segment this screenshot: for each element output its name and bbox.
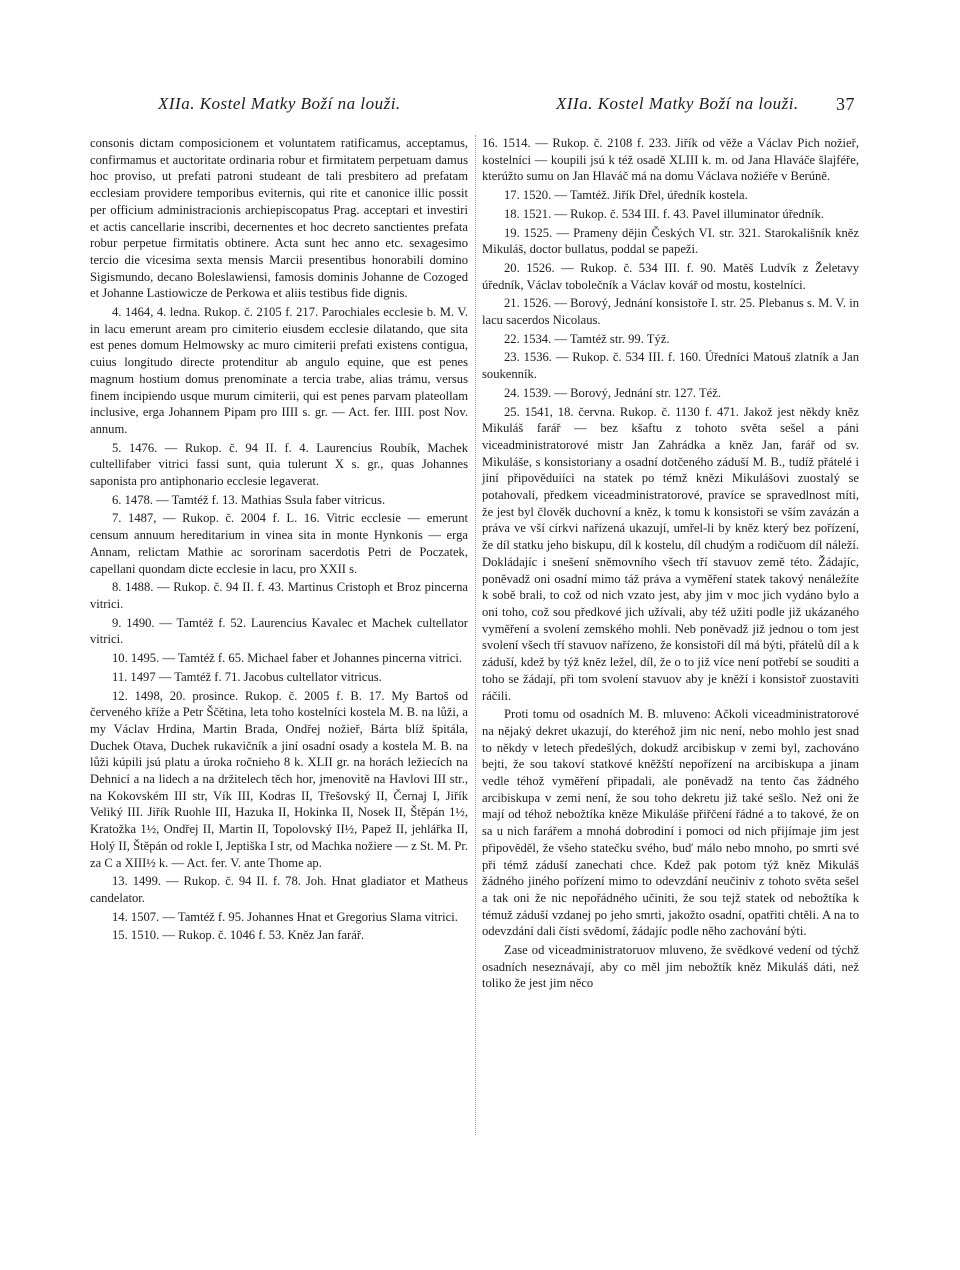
paragraph: 13. 1499. — Rukop. č. 94 II. f. 78. Joh. Hnat gladiator et Matheus candelator. <box>90 874 468 905</box>
paragraph: 22. 1534. — Tamtéž str. 99. Týž. <box>504 331 670 346</box>
paragraph: Zase od viceadministratoruov mluveno, že svědkové vedení od týchž osadních neseznávají, aby co měl jim nebožtík kněz Mikuláš dáti, než toliko že jest jim něco <box>482 943 859 991</box>
left-running-title: XIIa. Kostel Matky Boží na louži. <box>158 94 401 113</box>
paragraph: 5. 1476. — Rukop. č. 94 II. f. 4. Laurencius Roubík, Machek cultellifaber vitrici fassi sunt, quia tulerunt X s. gr., quas Johannes saponista pro antiphonario ecclesie legaverat. <box>90 440 468 489</box>
paragraph: 20. 1526. — Rukop. č. 534 III. f. 90. Matěš Ludvík z Želetavy úředník, Václav tobolečník a Václav kovář od mostu, kostelníci. <box>482 260 859 292</box>
paragraph: 12. 1498, 20. prosince. Rukop. č. 2005 f. B. 17. My Bartoš od červeného kříže a Petr Ščětina, leta toho kostelníci kostela M. B. na lůži, a my Václav Hrdina, Martin Brada, Ondřej nožieř, Bárta blíž špitála, Duchek Otava, Duchek rukavičník a jiní osadní osady a kostela M. B. na lůži kúpili jsú platu a úroka ročnieho 8 k. XLII gr. na horách ležiecích na Dehnicí a na lidech a na držitelech těch hor, jmenovitě na Havlovi III str., na Kokovském III str, Vík III, Kodras II, Třešovský II, Černaj I, Jiřík Veliký III. Jiřík Ruohle III, Hazuka II, Hokinka II, Nosek II, Štěpán 1½, Kratožka 1½, Ondřej II, Martin II, Topolovský II½, Papež II, jehlářka II, Holý II, Štěpán od rokle I, Jeptiška I str, od Machka nožiere — z St. M. Pr. za C a XIII½ k. — Act. fer. V. ante Thome ap. <box>90 688 468 870</box>
paragraph: 18. 1521. — Rukop. č. 534 III. f. 43. Pavel illuminator úředník. <box>504 206 825 221</box>
paragraph: 15. 1510. — Rukop. č. 1046 f. 53. Kněz Jan farář. <box>112 928 365 943</box>
paragraph: 7. 1487, — Rukop. č. 2004 f. L. 16. Vitric ecclesie — emerunt censum annuum hereditarium in vinea sita in monte Hynkonis — erga Annam, relictam Mathie ac sororinam sacerdotis Petri de Poczatek, capellani quondam dicte ecclesie in lacu, pro XXII s. <box>90 511 468 576</box>
right-column <box>482 135 859 992</box>
paragraph: 17. 1520. — Tamtéž. Jiřík Dřel, úředník kostela. <box>504 188 748 203</box>
paragraph: 11. 1497 — Tamtéž f. 71. Jacobus cultellator vitricus. <box>112 669 382 684</box>
paragraph: 25. 1541, 18. června. Rukop. č. 1130 f. 471. Jakož jest někdy kněz Mikuláš farář — bez kšaftu z tohoto světa sešel a páni viceadministratorové mistr Jan Zahrádka a kněz Jan, farář od sv. Mikuláše, s konsistoriany a osadní dotčeného záduší M. B., tudíž přátelé i jiní připověduiíci na statek po témž knězi Mikulášovi zuostalý se potahovali, předkem viceadministratorové, pravíce se spravedlnost míti, že jest byl člověk duchovní a kněz, k tomu k konsistoři se vším zavázán a práva ve vší církvi nařízená ukazují, umřel-li by kněz který bez pořízení, že díl statku jeho biskupu, díl k kostelu, díl chudým a rodičuom díl náleží. Dokládajíc i snešení sněmovního všech tří stavuov země této. Žádajíc, poněvadž oni osadní mimo táž práva a vyměření statek takový nenáležíte k sobě brali, to což od nich vzato jest, aby jim v moc jich vydáno bylo a oni toho, což sou předkové jich užívali, aby též užiti podle již ukázaného vyměření a svolení zemského mohli. Neb poněvadž již jednou o tom jest svolení všech tří stavuov nařízeno, že konsistoři díl má býti, přátelů díl a k záduší, kdež by týž kněz ležel, díl, že o to již více není potřebí se souditi a toho se žádají, při tom svolení stavuov aby je kněží i konsistoř zuostaviti ráčili. <box>482 404 859 703</box>
paragraph: 10. 1495. — Tamtéž f. 65. Michael faber et Johannes pincerna vitrici. <box>112 651 462 666</box>
paragraph: 9. 1490. — Tamtéž f. 52. Laurencius Kavalec et Machek cultellator vitrici. <box>90 615 468 647</box>
paragraph: 19. 1525. — Prameny dějin Českých VI. str. 321. Starokališník kněz Mikuláš, doctor bullatus, poddal se papeži. <box>482 225 859 257</box>
paragraph: consonis dictam composicionem et voluntatem ratificamus, acceptamus, confirmamus et auctoritate ordinaria robur et firmitatem perpetuam damus hoc proviso, ut prefati patroni studeant de tali presbitero ad prefatam ecclesiam providere temporibus eviternis, qui rite et canonice illic possit per officium administracionis archiepiscopatus Prag. acceptari et investiri et actis cancellarie inscribi, decernentes et hoc decreto sanctientes prefata robur perpetue firmitatis obtinere. Acta sunt hec anno etc. sexagesimo tercio die vicesima sexta mensis Marcii presentibus honorabili domino Sigismundo, decano Boleslawiensi, famosis dominis Johanne de Cozoged et Johanne Lastiowicze de Perkowa et aliis testibus fide dignis. <box>90 136 468 301</box>
paragraph: 16. 1514. — Rukop. č. 2108 f. 233. Jiřík od věže a Václav Pich nožieř, kostelníci — koupili jsú k též osadě XLIII k. m. od Jana Hlaváče šlajféře, kterúžto sumu on Jan Hlaváč má na domu Václava nožiéře v Berúně. <box>482 136 859 184</box>
page-number: 37 <box>836 94 855 114</box>
left-column <box>90 135 468 944</box>
paragraph: 23. 1536. — Rukop. č. 534 III. f. 160. Úředníci Matouš zlatník a Jan soukenník. <box>482 350 859 382</box>
paragraph: 4. 1464, 4. ledna. Rukop. č. 2105 f. 217. Parochiales ecclesie b. M. V. in lacu emerunt aream pro cimiterio eiusdem ecclesie dilatando, que sita est penes domum Helmowsky ac muro cimiterii prefati existens contigua, cuius longitudo directe protenditur ab angulo equine, que est penes magnum hostium domus prenominate a tercia trabe, alias trámu, versus finem incipiendo usque murum cimiterii, qui est penes parvam plateollam inclusive, erga Johannem Pipam pro IIII s. gr. — Act. fer. IIII. post Nov. annum. <box>90 305 468 436</box>
paragraph: 6. 1478. — Tamtéž f. 13. Mathias Ssula faber vitricus. <box>112 492 386 507</box>
paragraph: 14. 1507. — Tamtéž f. 95. Johannes Hnat et Gregorius Slama vitrici. <box>112 909 458 924</box>
paragraph: 8. 1488. — Rukop. č. 94 II. f. 43. Martinus Cristoph et Broz pincerna vitrici. <box>90 580 468 611</box>
right-running-title: XIIa. Kostel Matky Boží na louži. <box>556 94 799 113</box>
paragraph: Proti tomu od osadních M. B. mluveno: Ačkoli viceadministratorové na nějaký dekret ukazují, do kteréhož jim nic není, nebo mohlo jest snad to někdy v letech předešlých, dokudž arcibiskup v zemi byl, zachováno bejti, že sou takoví statkové kněžští nepořízení na arcibiskupa a jinam vedle téhož vyměření připadali, ale poněvadž na tento čas žádného arcibiskupa v zemi není, že sou toho dekretu již také sešlo. Než oni že mají od téhož nebožtíka kněze Mikuláše přiřčení řádné a to takové, že on sa u nich farářem a mnohá dobrodiní i pomoci od nich přijímaje jim jest připověděl, že všeho statečku svého, buď málo nebo mnoho, po smrti své při témž záduší zanechati chce. Kdež pak potom týž kněz Mikuláš žádného jiného pořízení mimo to odevzdání neučiniv z tohoto světa sešel a tak oni že nic nepořádného učiniti, že sou tejž statek od nebožtíka k témuž záduší vzdanej po jeho smrti, jakožto osadní, opatřiti chtěli. A na to odevzdání dali čísti svědomí, žádajíc podle něho zachování býti. <box>482 707 859 939</box>
paragraph: 21. 1526. — Borový, Jednání konsistoře I. str. 25. Plebanus s. M. V. in lacu sacerdos Nicolaus. <box>482 296 859 328</box>
column-divider <box>475 135 476 1135</box>
paragraph: 24. 1539. — Borový, Jednání str. 127. Též. <box>504 385 721 400</box>
running-header <box>0 94 960 116</box>
